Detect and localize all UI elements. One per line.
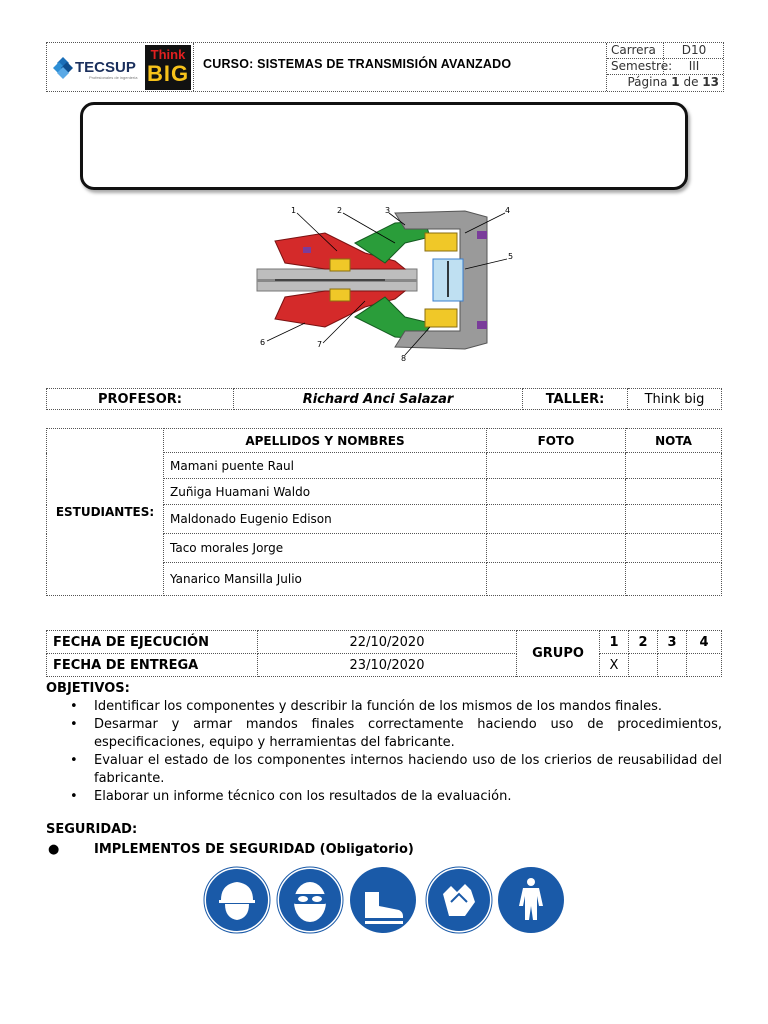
diagram-purple-bolt (477, 231, 487, 239)
student-foto (487, 534, 626, 563)
seguridad-title: SEGURIDAD: (46, 822, 138, 837)
safety-gloves-icon (425, 866, 493, 934)
coverall-icon (497, 866, 565, 934)
student-nota (626, 479, 722, 505)
pagina-prefix: Página (627, 75, 668, 89)
estudiantes-table (46, 428, 722, 596)
tecsup-logo-text: TECSUP (75, 59, 136, 76)
col-foto: FOTO (487, 429, 626, 453)
grupo-mark-3 (658, 654, 687, 677)
taller-label: TALLER: (523, 389, 628, 410)
callout-8: 8 (401, 354, 407, 363)
fecha-ejecucion-value: 22/10/2020 (258, 631, 517, 654)
objetivos-section (46, 680, 722, 806)
diagram-yellow-gear (425, 233, 457, 251)
final-drive-diagram (255, 203, 517, 363)
callout-2: 2 (337, 206, 343, 215)
list-item: • Desarmar y armar mandos finales correctamente haciendo uso de procedimientos, especificaciones, equipo y herramientas del fabricante. (94, 716, 722, 752)
carrera-row (607, 43, 723, 59)
student-nota (626, 534, 722, 563)
fecha-ejecucion-label: FECHA DE EJECUCIÓN (47, 631, 258, 654)
grupo-4: 4 (687, 631, 722, 654)
callout-1: 1 (291, 206, 297, 215)
fecha-entrega-value: 23/10/2020 (258, 654, 517, 677)
tecsup-tagline: Profesionales de ingeniería (89, 75, 138, 80)
student-name: Mamani puente Raul (164, 453, 487, 479)
semestre-row (607, 59, 723, 75)
callout-3: 3 (385, 206, 391, 215)
student-foto (487, 505, 626, 534)
estudiantes-label: ESTUDIANTES: (47, 429, 164, 596)
student-name: Zuñiga Huamani Waldo (164, 479, 487, 505)
col-apellidos: APELLIDOS Y NOMBRES (164, 429, 487, 453)
semestre-value: III (663, 59, 724, 74)
profesor-table (46, 388, 722, 410)
meta-block (607, 43, 723, 91)
pagina-num: 1 (671, 75, 680, 89)
pagina-de: de (683, 75, 699, 89)
fechas-table (46, 630, 722, 677)
student-name: Yanarico Mansilla Julio (164, 563, 487, 596)
student-name: Taco morales Jorge (164, 534, 487, 563)
profesor-label: PROFESOR: (47, 389, 234, 410)
think-big-logo (145, 45, 191, 90)
student-nota (626, 563, 722, 596)
grupo-mark-4 (687, 654, 722, 677)
grupo-mark-1: X (600, 654, 629, 677)
course-cell (193, 43, 607, 91)
student-name: Maldonado Eugenio Edison (164, 505, 487, 534)
callout-4: 4 (505, 206, 511, 215)
think-big-logo-bottom: BIG (146, 61, 190, 86)
safety-goggles-icon (276, 866, 344, 934)
objetivos-list (46, 698, 722, 806)
implementos-label: IMPLEMENTOS DE SEGURIDAD (Obligatorio) (94, 842, 414, 857)
tecsup-logo (53, 55, 149, 81)
course-title: CURSO: SISTEMAS DE TRANSMISIÓN AVANZADO (203, 57, 512, 71)
grupo-label: GRUPO (517, 631, 600, 677)
list-item: • Evaluar el estado de los componentes internos haciendo uso de los crierios de reusabilidad del fabricante. (94, 752, 722, 788)
implementos-heading (48, 842, 414, 857)
student-foto (487, 563, 626, 596)
objetivos-title: OBJETIVOS: (46, 681, 130, 696)
pagina-total: 13 (702, 75, 719, 89)
student-nota (626, 453, 722, 479)
grupo-mark-2 (629, 654, 658, 677)
grupo-3: 3 (658, 631, 687, 654)
pagina-row (607, 75, 719, 89)
list-item: • Elaborar un informe técnico con los resultados de la evaluación. (94, 788, 722, 806)
carrera-value: D10 (663, 43, 724, 58)
semestre-label: Semestre: (611, 59, 673, 73)
think-big-logo-top: Think (150, 47, 186, 62)
col-nota: NOTA (626, 429, 722, 453)
document-header (46, 42, 724, 92)
safety-boots-icon (349, 866, 417, 934)
taller-value: Think big (628, 389, 722, 410)
carrera-label: Carrera (611, 43, 656, 57)
title-box (80, 102, 688, 190)
callout-7: 7 (317, 340, 323, 349)
bullet-icon: ● (48, 842, 60, 857)
student-foto (487, 479, 626, 505)
profesor-name: Richard Anci Salazar (234, 389, 523, 410)
grupo-1: 1 (600, 631, 629, 654)
student-nota (626, 505, 722, 534)
logos-cell (47, 43, 194, 91)
hard-hat-icon (203, 866, 271, 934)
callout-6: 6 (260, 338, 266, 347)
fecha-entrega-label: FECHA DE ENTREGA (47, 654, 258, 677)
callout-5: 5 (508, 252, 514, 261)
student-foto (487, 453, 626, 479)
list-item: • Identificar los componentes y describir la función de los mismos de los mandos finales. (94, 698, 722, 716)
grupo-2: 2 (629, 631, 658, 654)
